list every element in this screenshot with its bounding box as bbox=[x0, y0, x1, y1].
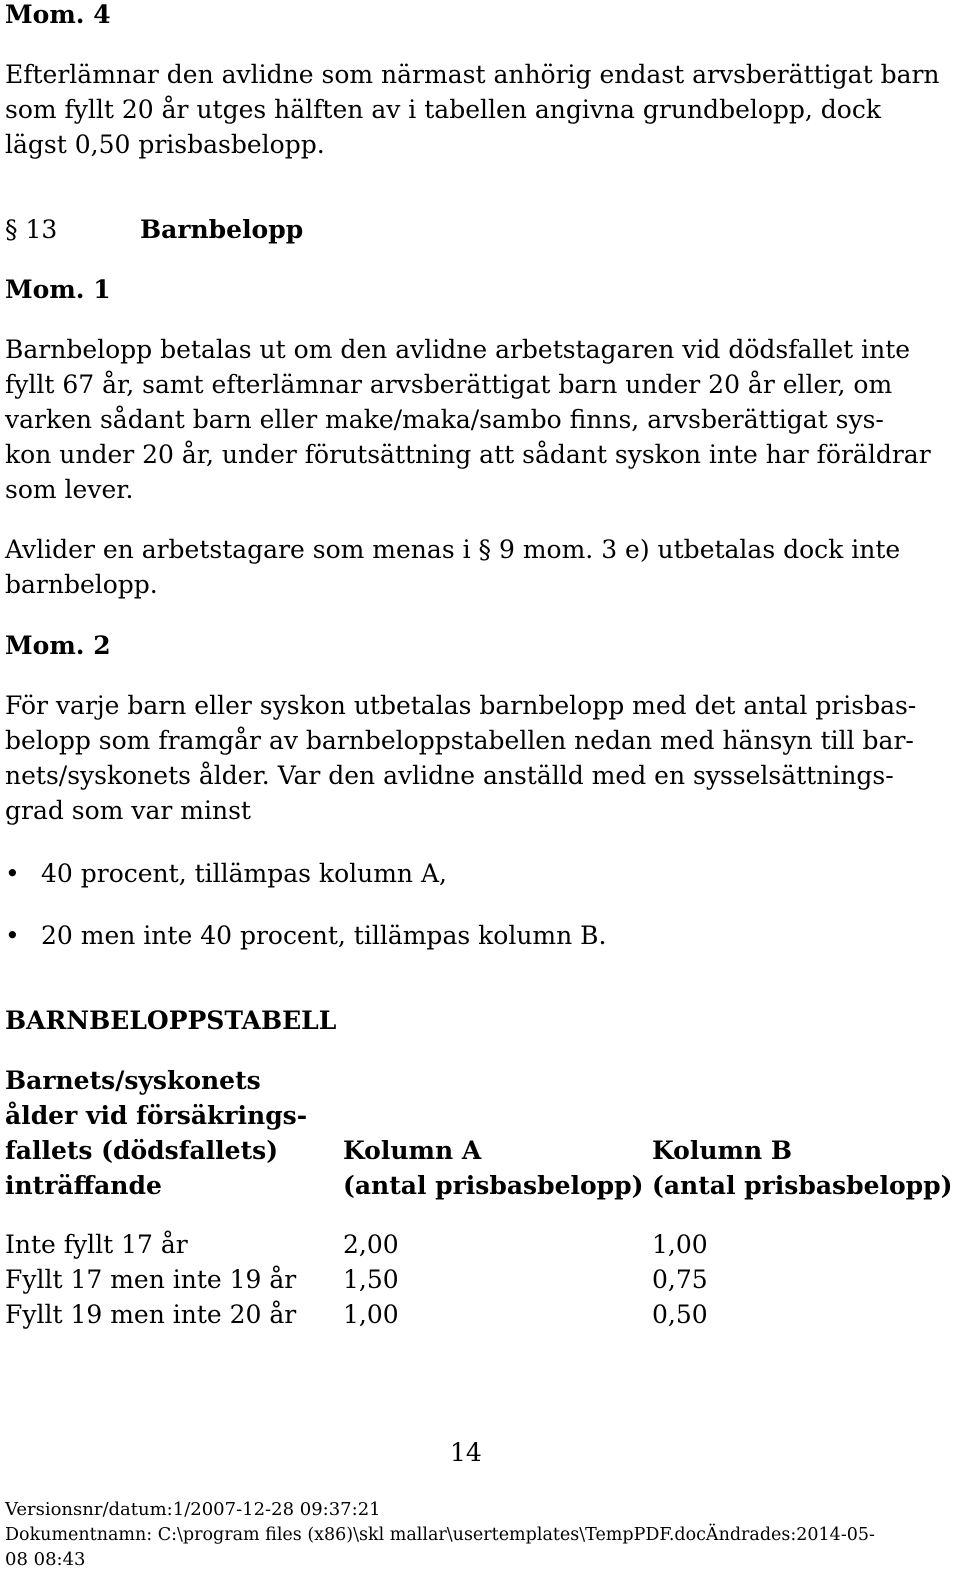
mom2-paragraph-line: grad som var minst bbox=[5, 796, 251, 825]
bullet-dot-icon: • bbox=[5, 921, 20, 950]
table-cell-a: 1,50 bbox=[343, 1265, 399, 1294]
table-title: BARNBELOPPSTABELL bbox=[5, 1006, 337, 1035]
table-header-line: Kolumn B bbox=[652, 1136, 792, 1165]
footer-document-name-cont: 08 08:43 bbox=[5, 1549, 86, 1570]
table-header-line: Barnets/syskonets bbox=[5, 1066, 261, 1095]
bullet-text: 40 procent, tillämpas kolumn A, bbox=[41, 859, 447, 888]
table-cell-b: 0,50 bbox=[652, 1300, 708, 1329]
table-cell-a: 2,00 bbox=[343, 1230, 399, 1259]
table-cell-age: Inte fyllt 17 år bbox=[5, 1230, 188, 1259]
table-header-line: (antal prisbasbelopp) bbox=[652, 1171, 953, 1200]
mom1-paragraph-line: kon under 20 år, under förutsättning att sådant syskon inte har föräldrar bbox=[5, 440, 931, 469]
table-header-line: fallets (dödsfallets) bbox=[5, 1136, 279, 1165]
mom1-paragraph-line: Barnbelopp betalas ut om den avlidne arbetstagaren vid dödsfallet inte bbox=[5, 335, 911, 364]
bullet-item bbox=[5, 856, 447, 891]
table-cell-b: 1,00 bbox=[652, 1230, 708, 1259]
mom4-paragraph-line: som fyllt 20 år utges hälften av i tabellen angivna grundbelopp, dock bbox=[5, 95, 882, 124]
bullet-dot-icon: • bbox=[5, 859, 20, 888]
mom1-paragraph2-line: Avlider en arbetstagare som menas i § 9 mom. 3 e) utbetalas dock inte bbox=[5, 535, 901, 564]
table-header-line: Kolumn A bbox=[343, 1136, 482, 1165]
mom1-paragraph-line: som lever. bbox=[5, 475, 134, 504]
bullet-text: 20 men inte 40 procent, tillämpas kolumn B. bbox=[41, 921, 607, 950]
section-title: Barnbelopp bbox=[140, 215, 304, 244]
table-cell-age: Fyllt 17 men inte 19 år bbox=[5, 1265, 297, 1294]
mom2-paragraph-line: nets/syskonets ålder. Var den avlidne anställd med en sysselsättnings- bbox=[5, 761, 894, 790]
table-header-line: inträffande bbox=[5, 1171, 162, 1200]
page-number: 14 bbox=[450, 1438, 482, 1467]
mom4-paragraph-line: lägst 0,50 prisbasbelopp. bbox=[5, 130, 325, 159]
footer-version: Versionsnr/datum:1/2007-12-28 09:37:21 bbox=[5, 1499, 381, 1520]
table-header-line: ålder vid försäkrings- bbox=[5, 1101, 308, 1130]
table-cell-b: 0,75 bbox=[652, 1265, 708, 1294]
bullet-item bbox=[5, 918, 607, 953]
mom1-paragraph-line: varken sådant barn eller make/maka/sambo finns, arvsberättigat sys- bbox=[5, 405, 884, 434]
mom2-paragraph-line: För varje barn eller syskon utbetalas barnbelopp med det antal prisbas- bbox=[5, 691, 917, 720]
section-number: § 13 bbox=[5, 215, 58, 244]
footer-document-name: Dokumentnamn: C:\program files (x86)\skl mallar\usertemplates\TempPDF.docÄndrades:2014-05- bbox=[5, 1525, 875, 1545]
mom1-paragraph2-line: barnbelopp. bbox=[5, 570, 158, 599]
mom2-heading: Mom. 2 bbox=[5, 631, 111, 660]
mom4-heading: Mom. 4 bbox=[5, 0, 111, 29]
table-header-column-b bbox=[652, 1133, 952, 1203]
table-header-column-a bbox=[343, 1133, 643, 1203]
table-cell-age: Fyllt 19 men inte 20 år bbox=[5, 1300, 297, 1329]
table-header-line: (antal prisbasbelopp) bbox=[343, 1171, 644, 1200]
table-cell-a: 1,00 bbox=[343, 1300, 399, 1329]
mom1-paragraph-line: fyllt 67 år, samt efterlämnar arvsberättigat barn under 20 år eller, om bbox=[5, 370, 893, 399]
table-header-age bbox=[5, 1063, 307, 1203]
mom4-paragraph-line: Efterlämnar den avlidne som närmast anhörig endast arvsberättigat barn bbox=[5, 60, 940, 89]
mom2-paragraph-line: belopp som framgår av barnbeloppstabellen nedan med hänsyn till bar- bbox=[5, 726, 914, 755]
mom1-heading: Mom. 1 bbox=[5, 275, 111, 304]
